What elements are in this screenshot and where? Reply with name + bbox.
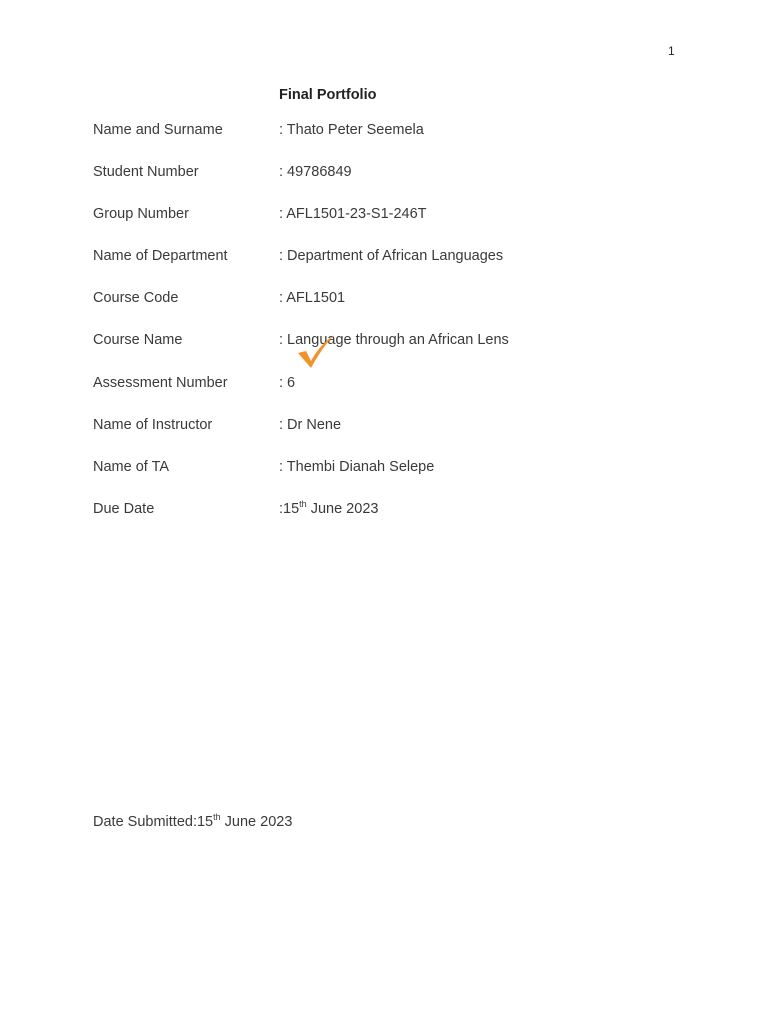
due-date-month-year: June 2023	[306, 501, 379, 517]
page-number: 1	[668, 44, 675, 58]
due-date-day: :15	[279, 501, 300, 517]
field-value: : AFL1501	[279, 290, 346, 306]
field-value: : 49786849	[279, 164, 352, 180]
field-label: Group Number	[93, 206, 189, 222]
field-label: Name of Department	[93, 248, 228, 264]
field-value: : Thato Peter Seemela	[279, 122, 424, 138]
field-value	[279, 499, 378, 519]
field-label: Name of Instructor	[93, 417, 213, 433]
field-value: : Department of African Languages	[279, 248, 504, 264]
date-submitted-month-year: June 2023	[220, 814, 293, 830]
field-label: Assessment Number	[93, 375, 228, 391]
field-label: Due Date	[93, 501, 155, 517]
field-label: Course Name	[93, 332, 183, 348]
date-submitted	[93, 812, 292, 832]
field-label: Name and Surname	[93, 122, 223, 138]
field-label: Student Number	[93, 164, 199, 180]
field-value: : Thembi Dianah Selepe	[279, 459, 435, 475]
date-submitted-ordinal: th	[213, 812, 221, 823]
checkmark-icon	[297, 334, 335, 370]
field-value: : AFL1501-23-S1-246T	[279, 206, 427, 222]
due-date-ordinal: th	[299, 499, 307, 510]
field-value: : 6	[279, 375, 296, 391]
date-submitted-day: 15	[196, 814, 214, 830]
document-title: Final Portfolio	[279, 87, 377, 103]
field-label: Name of TA	[93, 459, 170, 475]
checkmark-icon-stroke	[298, 335, 334, 368]
date-submitted-label: Date Submitted:	[93, 814, 197, 830]
field-value: : Language through an African Lens	[279, 332, 509, 348]
field-value: : Dr Nene	[279, 417, 342, 433]
field-label: Course Code	[93, 290, 179, 306]
